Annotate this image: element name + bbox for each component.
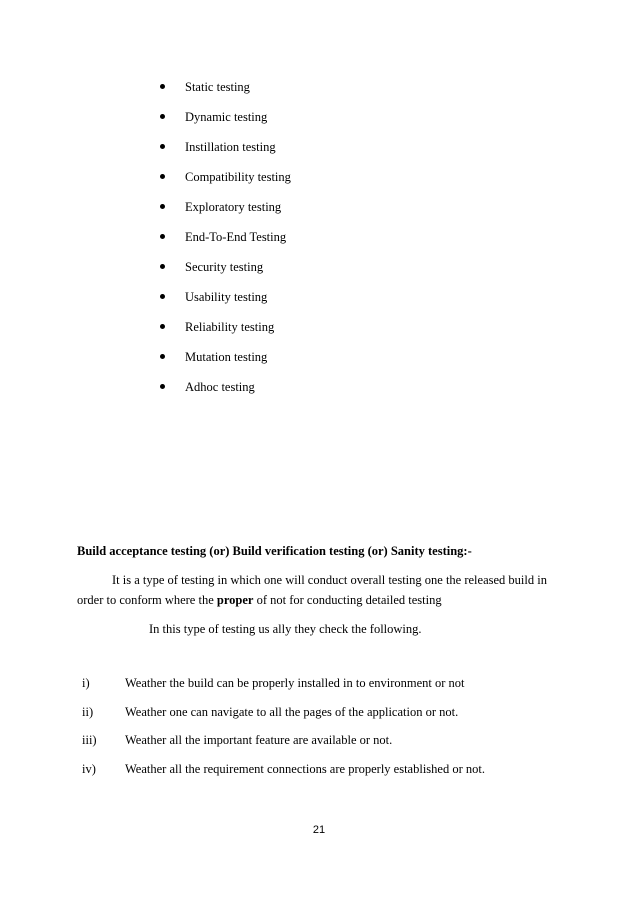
list-item-number: iv)	[82, 761, 96, 776]
bullet-icon	[160, 84, 165, 89]
list-item	[159, 347, 291, 377]
list-item	[159, 137, 291, 167]
list-item-text: Instillation testing	[185, 140, 276, 154]
list-item	[159, 257, 291, 287]
list-item	[159, 227, 291, 257]
page-number: 21	[312, 824, 326, 836]
list-item-text: End-To-End Testing	[185, 230, 287, 244]
section-paragraph	[77, 570, 567, 610]
list-item-text: Exploratory testing	[185, 200, 282, 214]
list-item-number: iii)	[82, 733, 97, 747]
list-item-text: Usability testing	[185, 290, 268, 304]
bullet-icon	[160, 204, 165, 209]
list-item	[159, 287, 291, 317]
bullet-icon	[160, 294, 165, 299]
list-item-text: Weather all the requirement connections are properly established or not.	[125, 761, 485, 776]
list-item-number: ii)	[82, 704, 94, 719]
list-item-text: Adhoc testing	[185, 380, 255, 394]
list-item-text: Security testing	[185, 260, 264, 274]
list-item-text: Dynamic testing	[185, 110, 268, 124]
bullet-icon	[160, 114, 165, 119]
bold-word: proper	[216, 593, 254, 607]
list-item	[159, 377, 291, 407]
list-item-text: Weather one can navigate to all the pages of the application or not.	[125, 704, 459, 719]
bullet-icon	[160, 174, 165, 179]
list-item	[159, 317, 291, 347]
bullet-icon	[160, 324, 165, 329]
list-item-text: Compatibility testing	[185, 170, 291, 184]
section-heading: Build acceptance testing (or) Build verification testing (or) Sanity testing:-	[77, 544, 472, 558]
bullet-icon	[160, 384, 165, 389]
list-item	[159, 77, 291, 107]
bullet-icon	[160, 144, 165, 149]
list-item-text: Weather the build can be properly installed in to environment or not	[125, 676, 465, 690]
list-item-number: i)	[82, 676, 90, 690]
intro-line: In this type of testing us ally they check the following.	[149, 622, 422, 636]
list-item	[159, 167, 291, 197]
list-item-text: Static testing	[185, 80, 250, 94]
testing-types-list	[159, 77, 291, 407]
list-item	[159, 107, 291, 137]
list-item-text: Reliability testing	[185, 320, 275, 334]
bullet-icon	[160, 264, 165, 269]
paragraph-text-end: of not for conducting detailed testing	[253, 593, 442, 607]
bullet-icon	[160, 354, 165, 359]
list-item-text: Weather all the important feature are available or not.	[125, 733, 393, 747]
list-item	[159, 197, 291, 227]
list-item-text: Mutation testing	[185, 350, 268, 364]
paragraph-text: It is a type of testing in which one will conduct overall testing one the released build in order to conform where the	[77, 573, 547, 607]
bullet-icon	[160, 234, 165, 239]
